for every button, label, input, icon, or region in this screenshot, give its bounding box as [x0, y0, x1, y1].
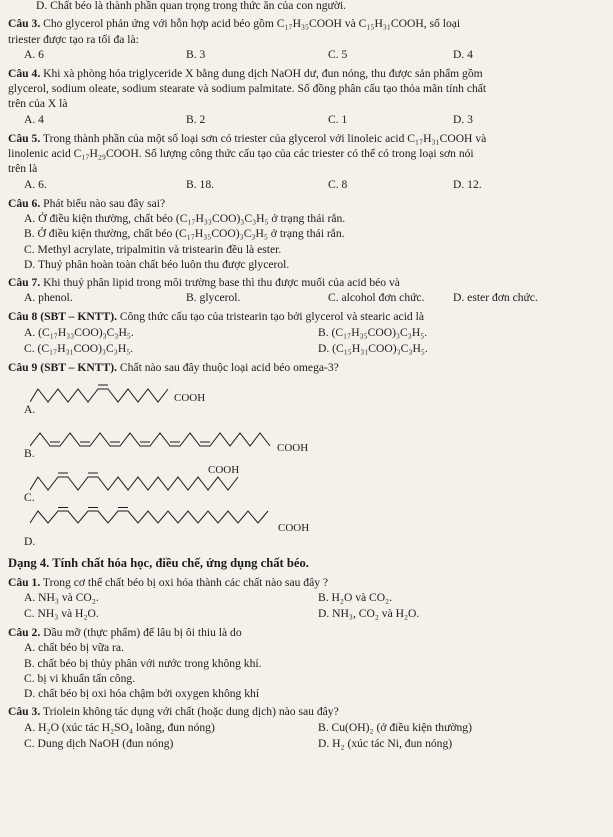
q6-number: Câu 6.	[8, 196, 41, 210]
s1-option-c: C. NH₃ và H₂O.	[24, 606, 99, 620]
q5-number: Câu 5.	[8, 131, 41, 145]
q6-option-b: B. Ở điều kiện thường, chất béo (C₁₇H₃₅COO)₃C₃H₅ ở trạng thái rắn.	[24, 227, 345, 241]
q9-label-a: A.	[24, 402, 36, 416]
s1-option-a: A. NH₃ và CO₂.	[24, 590, 99, 604]
s2-number: Câu 2.	[8, 625, 41, 639]
q4-text-3: trên của X là	[8, 97, 68, 111]
q7-option-d: D. ester đơn chức.	[453, 291, 538, 305]
section-question-1	[8, 575, 607, 622]
q4-option-d: D. 3	[453, 112, 473, 126]
s1-option-b: B. H₂O và CO₂.	[318, 590, 393, 604]
q8-option-b: B. (C₁₇H₃₅COO)₃C₃H₅.	[318, 325, 428, 339]
q7-option-c: C. alcohol đơn chức.	[328, 291, 425, 305]
question-3	[8, 16, 607, 63]
s3-number: Câu 3.	[8, 705, 41, 719]
q9-cooh-c: COOH	[208, 464, 240, 477]
q3-text-1: Cho glycerol phản ứng với hỗn hợp acid béo gồm C₁₇H₃₅COOH và C₁₅H₃₁COOH, số loại	[43, 17, 461, 31]
q9-structure-c	[30, 463, 330, 507]
q4-text-1: Khi xà phòng hóa triglyceride X bằng dung dịch NaOH dư, đun nóng, thu được sản phẩm gồm	[43, 66, 483, 80]
q3-text-2: triester được tạo ra tối đa là:	[8, 32, 139, 46]
q2-option-d: D. Chất béo là thành phần quan trọng trong thức ăn của con người.	[36, 0, 347, 12]
question-6	[8, 196, 607, 272]
q4-number: Câu 4.	[8, 66, 41, 80]
q9-cooh-a: COOH	[174, 392, 206, 405]
question-7	[8, 275, 607, 306]
q9-label-b: B.	[24, 446, 35, 460]
q7-text: Khi thuỷ phân lipid trong môi trường base thì thu được muối của acid béo và	[43, 276, 400, 290]
q5-option-d: D. 12.	[453, 177, 482, 191]
question-5	[8, 131, 607, 193]
q9-cooh-b: COOH	[277, 442, 309, 455]
q9-structure-d	[30, 507, 330, 551]
q5-option-c: C. 8	[328, 177, 348, 191]
q9-option-c	[8, 463, 607, 507]
s2-text: Dầu mỡ (thực phẩm) để lâu bị ôi thiu là do	[43, 625, 242, 639]
q3-option-d: D. 4	[453, 47, 473, 61]
q3-number: Câu 3.	[8, 17, 41, 31]
q5-text-3: trên là	[8, 162, 38, 176]
s3-option-c: C. Dung dịch NaOH (đun nóng)	[24, 736, 174, 750]
s2-option-d: D. chất béo bị oxi hóa chậm bởi oxygen không khí	[24, 687, 260, 701]
q6-option-a: A. Ở điều kiện thường, chất béo (C₁₇H₃₃COO)₃C₃H₅ ở trạng thái rắn.	[24, 211, 346, 225]
q7-number: Câu 7.	[8, 276, 41, 290]
q8-text: Công thức cấu tạo của tristearin tạo bởi glycerol và stearic acid là	[119, 310, 424, 324]
q9-structure-b	[30, 419, 330, 463]
q7-option-b: B. glycerol.	[186, 291, 241, 305]
q8-option-c: C. (C₁₇H₃₁COO)₃C₃H₅.	[24, 341, 134, 355]
q5-option-a: A. 6.	[24, 177, 47, 191]
s2-option-b: B. chất béo bị thủy phân với nước trong không khí.	[24, 656, 262, 670]
q5-option-b: B. 18.	[186, 177, 215, 191]
question-4	[8, 66, 607, 128]
s1-option-d: D. NH₃, CO₂ và H₂O.	[318, 606, 420, 620]
q3-option-b: B. 3	[186, 47, 206, 61]
question-9	[8, 360, 607, 551]
q8-option-d: D. (C₁₅H₃₁COO)₃C₃H₅.	[318, 341, 428, 355]
q3-option-c: C. 5	[328, 47, 348, 61]
q3-option-a: A. 6	[24, 47, 44, 61]
q4-option-c: C. 1	[328, 112, 348, 126]
q9-number: Câu 9 (SBT – KNTT).	[8, 360, 117, 374]
q9-option-b	[8, 419, 607, 463]
s1-text: Trong cơ thể chất béo bị oxi hóa thành các chất nào sau đây ?	[42, 575, 329, 589]
section-heading: Dạng 4. Tính chất hóa học, điều chế, ứng dụng chất béo.	[8, 556, 309, 571]
s3-option-b: B. Cu(OH)₂ (ở điều kiện thường)	[318, 720, 472, 734]
s2-option-a: A. chất béo bị vữa ra.	[24, 641, 124, 655]
q4-text-2: glycerol, sodium oleate, sodium stearate và sodium palmitate. Số đồng phân cấu tạo thỏa mãn tính chất	[8, 82, 487, 96]
q4-option-a: A. 4	[24, 112, 44, 126]
q6-option-d: D. Thuỷ phân hoàn toàn chất béo luôn thu được glycerol.	[24, 257, 290, 271]
q9-label-d: D.	[24, 534, 36, 548]
s3-option-d: D. H₂ (xúc tác Ni, đun nóng)	[318, 736, 453, 750]
question-8	[8, 309, 607, 356]
s3-option-a: A. H₂O (xúc tác H₂SO₄ loãng, đun nóng)	[24, 720, 215, 734]
s2-option-c: C. bị vi khuẩn tấn công.	[24, 671, 136, 685]
s1-number: Câu 1.	[8, 575, 41, 589]
q4-option-b: B. 2	[186, 112, 206, 126]
q6-option-c: C. Methyl acrylate, tripalmitin và tristearin đều là ester.	[24, 242, 282, 256]
q9-cooh-d: COOH	[278, 522, 310, 535]
q9-structure-a	[30, 375, 330, 419]
q9-text: Chất nào sau đây thuộc loại acid béo omega-3?	[119, 360, 339, 374]
q9-option-d	[8, 507, 607, 551]
section-question-2	[8, 625, 607, 701]
section-question-3	[8, 704, 607, 751]
q8-number: Câu 8 (SBT – KNTT).	[8, 310, 117, 324]
q5-text-1: Trong thành phần của một số loại sơn có triester của glycerol với linoleic acid C₁₇H₃₁COOH và	[42, 131, 487, 145]
q7-option-a: A. phenol.	[24, 291, 73, 305]
q5-text-2: linolenic acid C₁₇H₂₉COOH. Số lượng công thức cấu tạo của các triester có thể có trong loại sơn nói	[8, 147, 474, 161]
s3-text: Triolein không tác dụng với chất (hoặc dung dịch) nào sau đây?	[42, 705, 339, 719]
q9-option-a	[8, 375, 607, 419]
q6-text: Phát biểu nào sau đây sai?	[43, 196, 166, 210]
q9-label-c: C.	[24, 490, 35, 504]
q8-option-a: A. (C₁₇H₃₃COO)₃C₃H₅.	[24, 325, 134, 339]
